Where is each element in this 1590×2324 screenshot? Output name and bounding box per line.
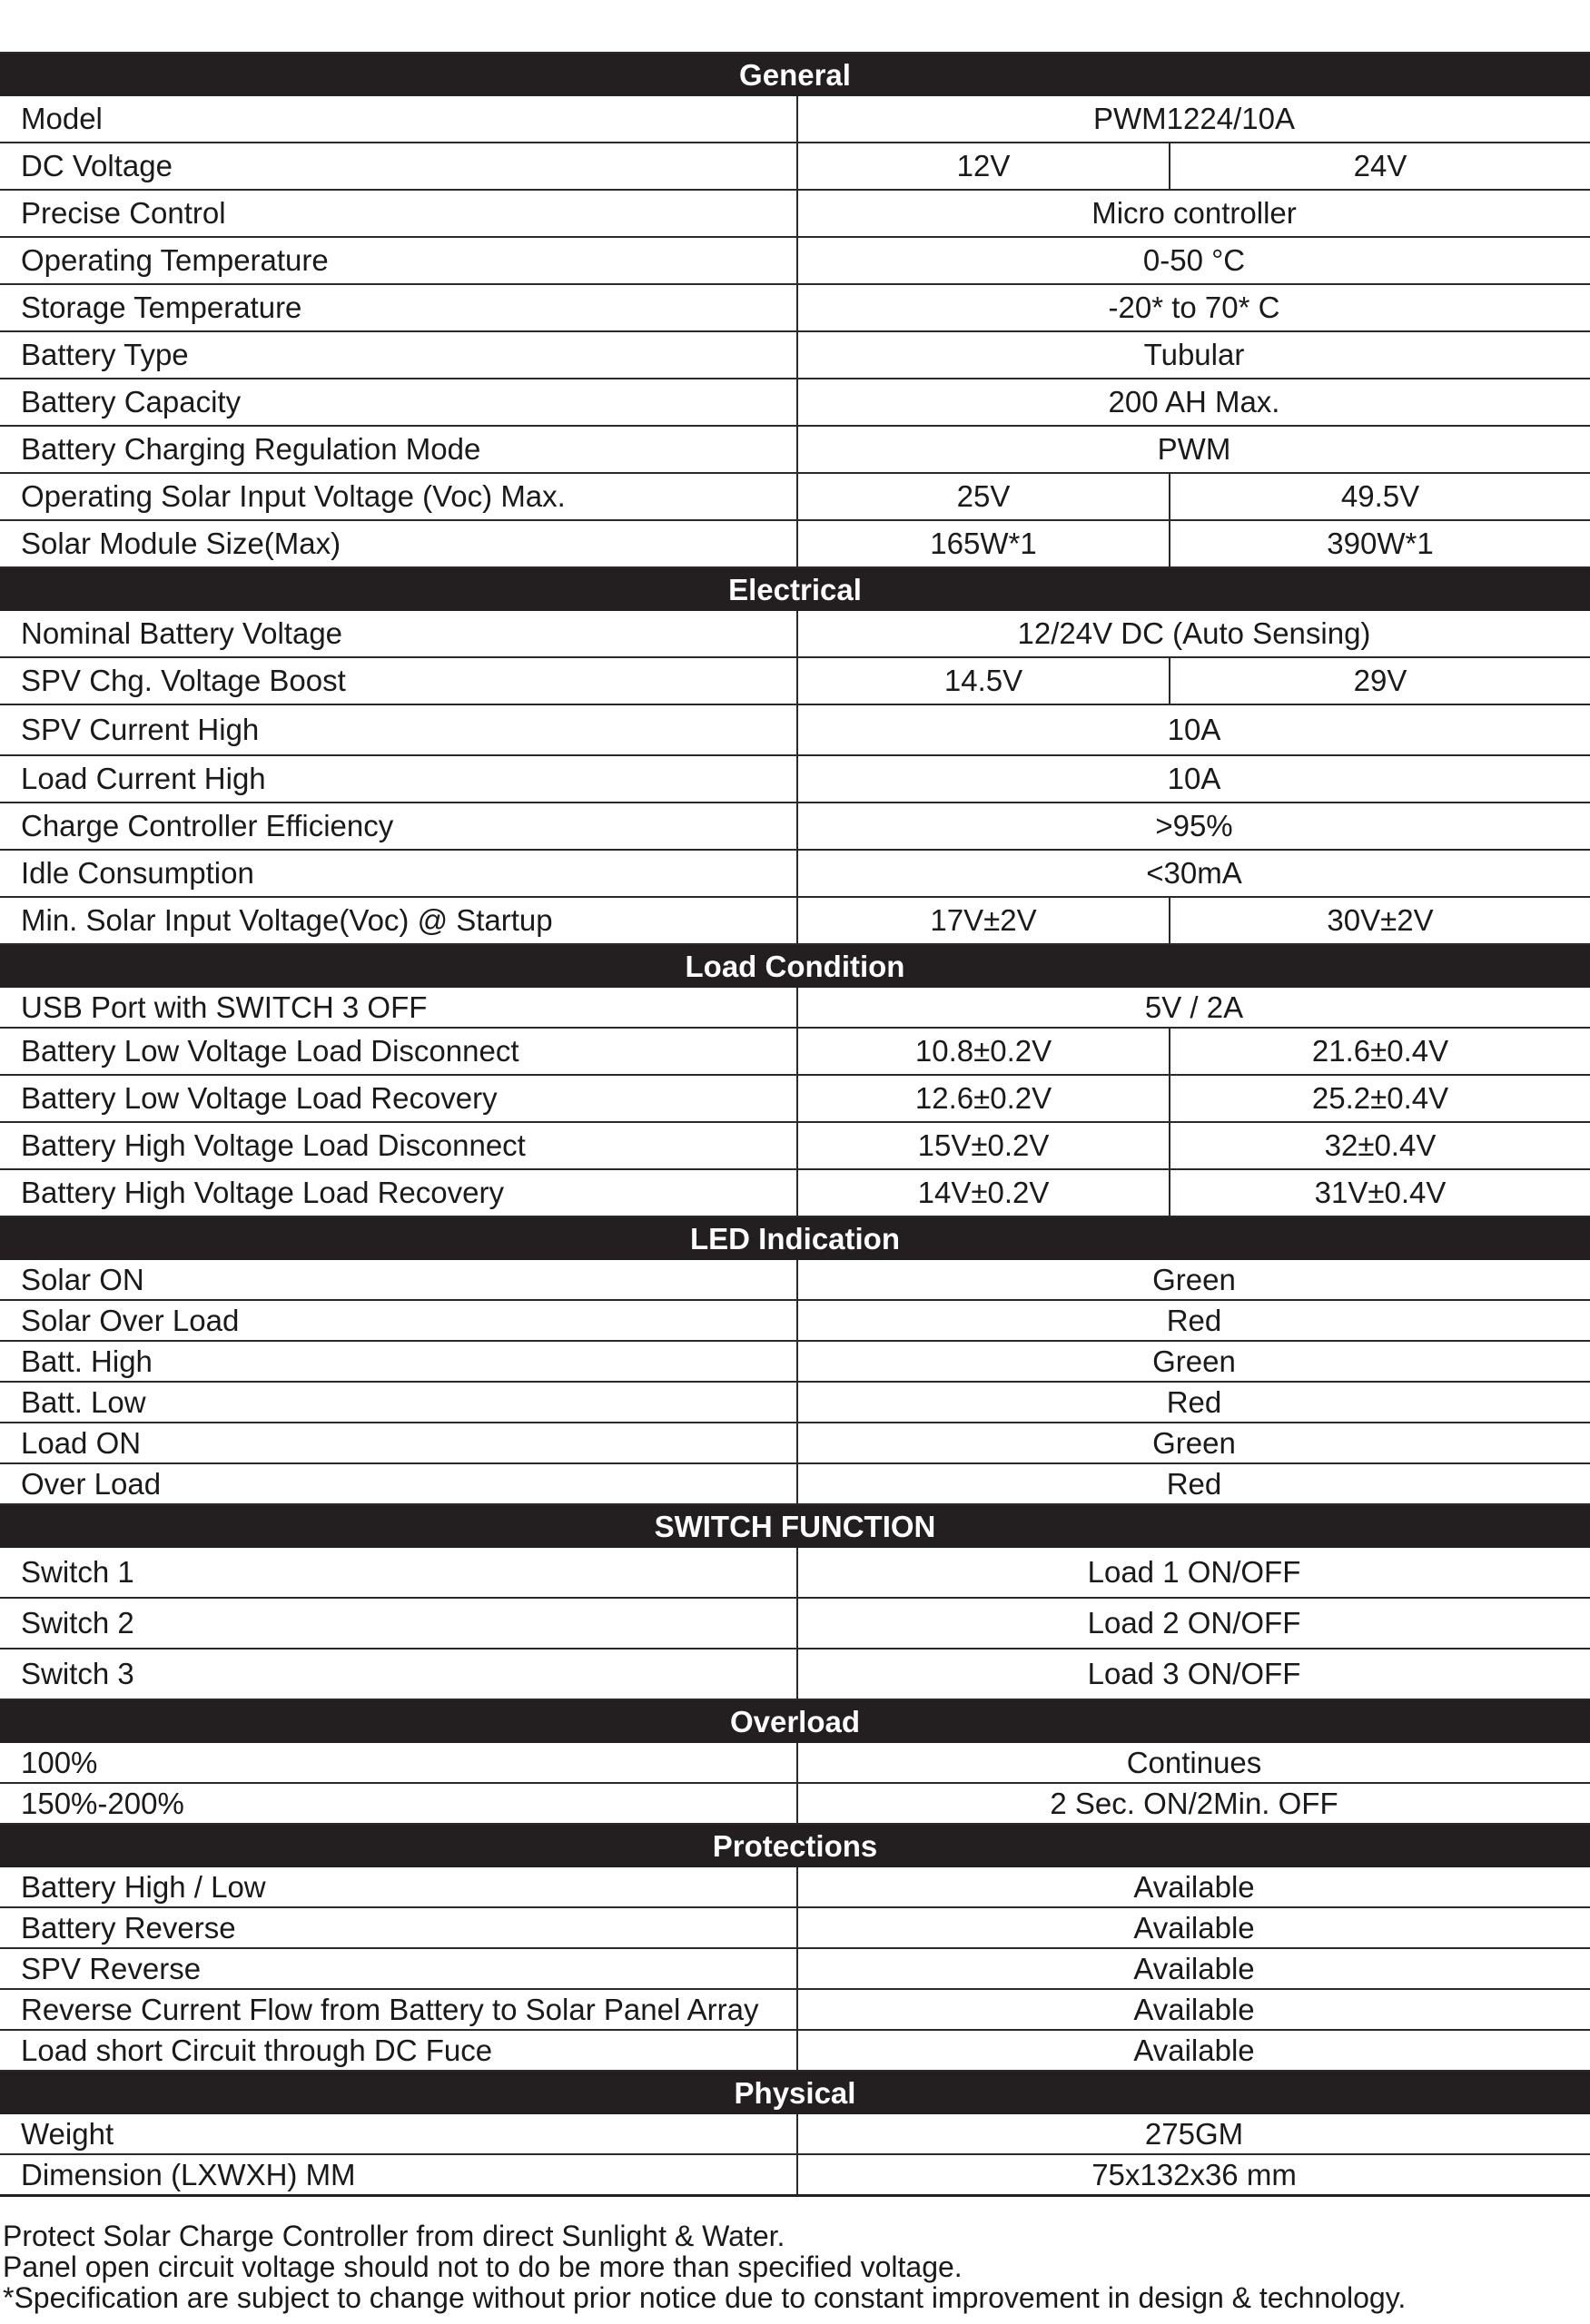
spec-row-load-current-high: Load Current High 10A	[0, 755, 1590, 803]
spec-row-battery-reverse: Battery Reverse Available	[0, 1907, 1590, 1948]
spec-row-nominal-battery-voltage: Nominal Battery Voltage 12/24V DC (Auto Sensing)	[0, 611, 1590, 657]
spec-row-spv-reverse: SPV Reverse Available	[0, 1948, 1590, 1989]
spec-row-idle-consumption: Idle Consumption <30mA	[0, 850, 1590, 897]
spec-row-operating-temperature: Operating Temperature 0-50 °C	[0, 237, 1590, 284]
spec-row-storage-temperature: Storage Temperature -20* to 70* C	[0, 284, 1590, 331]
section-header-load-condition: Load Condition	[0, 944, 1590, 988]
section-header-protections: Protections	[0, 1824, 1590, 1867]
section-header-general: General	[0, 53, 1590, 96]
spec-row-solar-input-voc: Operating Solar Input Voltage (Voc) Max. 25V 49.5V	[0, 473, 1590, 520]
section-header-physical: Physical	[0, 2071, 1590, 2114]
spec-row-solar-module-size: Solar Module Size(Max) 165W*1 390W*1	[0, 520, 1590, 567]
section-header-led-indication: LED Indication	[0, 1216, 1590, 1260]
spec-row-spv-current-high: SPV Current High 10A	[0, 704, 1590, 755]
footnote-specification-change: *Specification are subject to change without prior notice due to constant improvement in design & technology.	[3, 2281, 1407, 2314]
footnote-sunlight: Protect Solar Charge Controller from direct Sunlight & Water.	[3, 2220, 785, 2252]
spec-row-low-voltage-disconnect: Battery Low Voltage Load Disconnect 10.8±0.2V 21.6±0.4V	[0, 1028, 1590, 1075]
spec-row-precise-control: Precise Control Micro controller	[0, 190, 1590, 237]
spec-sheet	[0, 52, 1590, 2197]
footnotes	[3, 2221, 1406, 2313]
spec-row-low-voltage-recovery: Battery Low Voltage Load Recovery 12.6±0.2V 25.2±0.4V	[0, 1075, 1590, 1122]
spec-row-batt-low: Batt. Low Red	[0, 1382, 1590, 1423]
footnote-panel-voltage: Panel open circuit voltage should not to do be more than specified voltage.	[3, 2250, 963, 2283]
spec-row-high-voltage-recovery: Battery High Voltage Load Recovery 14V±0.2V 31V±0.4V	[0, 1169, 1590, 1216]
spec-row-solar-over-load: Solar Over Load Red	[0, 1300, 1590, 1341]
spec-row-high-voltage-disconnect: Battery High Voltage Load Disconnect 15V±0.2V 32±0.4V	[0, 1122, 1590, 1169]
spec-row-load-on: Load ON Green	[0, 1423, 1590, 1463]
spec-table	[0, 52, 1590, 2197]
section-header-overload: Overload	[0, 1699, 1590, 1743]
spec-row-batt-high: Batt. High Green	[0, 1341, 1590, 1382]
spec-row-over-load: Over Load Red	[0, 1463, 1590, 1504]
spec-row-min-solar-input: Min. Solar Input Voltage(Voc) @ Startup 17V±2V 30V±2V	[0, 897, 1590, 944]
spec-row-switch-2: Switch 2 Load 2 ON/OFF	[0, 1598, 1590, 1649]
spec-row-dc-voltage: DC Voltage 12V 24V	[0, 143, 1590, 190]
spec-row-efficiency: Charge Controller Efficiency >95%	[0, 803, 1590, 850]
spec-row-overload-100: 100% Continues	[0, 1743, 1590, 1783]
spec-row-switch-1: Switch 1 Load 1 ON/OFF	[0, 1548, 1590, 1598]
spec-row-usb-port: USB Port with SWITCH 3 OFF 5V / 2A	[0, 988, 1590, 1028]
spec-row-switch-3: Switch 3 Load 3 ON/OFF	[0, 1649, 1590, 1699]
spec-row-reverse-current-flow: Reverse Current Flow from Battery to Solar Panel Array Available	[0, 1989, 1590, 2030]
section-header-switch-function: SWITCH FUNCTION	[0, 1504, 1590, 1548]
spec-row-overload-150-200: 150%-200% 2 Sec. ON/2Min. OFF	[0, 1783, 1590, 1824]
spec-row-spv-voltage-boost: SPV Chg. Voltage Boost 14.5V 29V	[0, 657, 1590, 704]
spec-row-solar-on: Solar ON Green	[0, 1260, 1590, 1300]
spec-row-battery-high-low: Battery High / Low Available	[0, 1867, 1590, 1907]
spec-row-load-short-circuit: Load short Circuit through DC Fuce Available	[0, 2030, 1590, 2071]
spec-row-regulation-mode: Battery Charging Regulation Mode PWM	[0, 426, 1590, 473]
spec-row-dimension: Dimension (LXWXH) MM 75x132x36 mm	[0, 2154, 1590, 2196]
section-header-electrical: Electrical	[0, 567, 1590, 611]
spec-row-model: Model PWM1224/10A	[0, 96, 1590, 143]
spec-row-weight: Weight 275GM	[0, 2114, 1590, 2154]
spec-row-battery-capacity: Battery Capacity 200 AH Max.	[0, 379, 1590, 426]
spec-row-battery-type: Battery Type Tubular	[0, 331, 1590, 379]
